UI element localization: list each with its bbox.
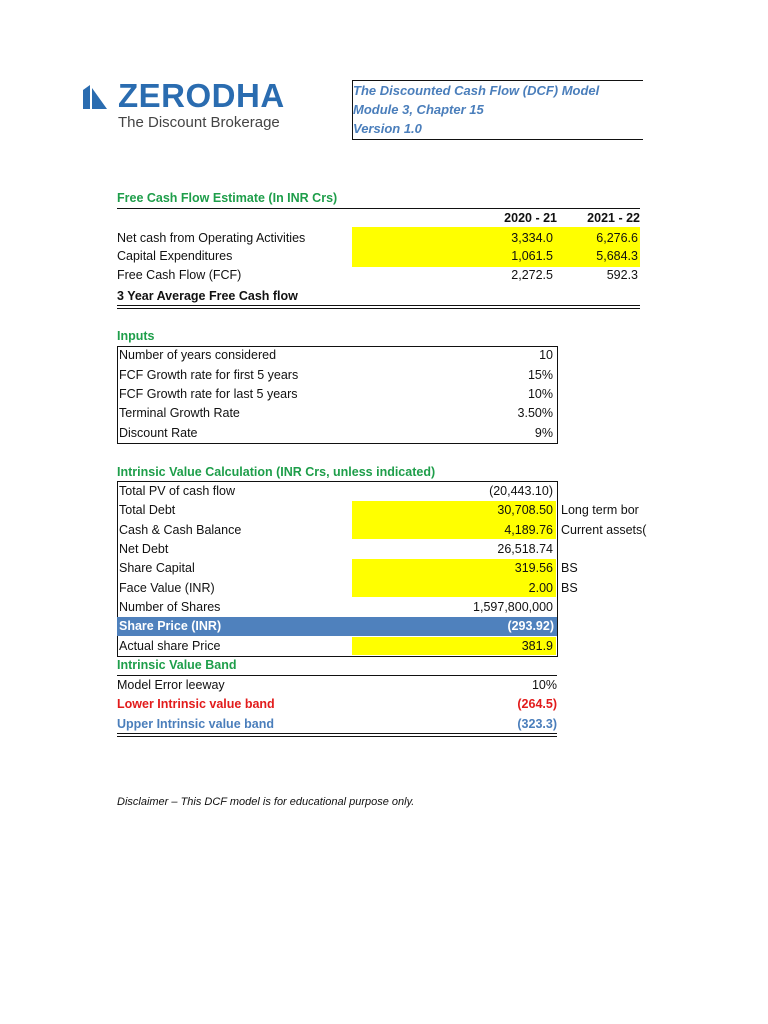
upper-band-label: Upper Intrinsic value band xyxy=(117,717,274,731)
fcf-row-label: Free Cash Flow (FCF) xyxy=(117,268,242,282)
intrinsic-note: BS xyxy=(561,561,578,575)
fcf-cell: 2,272.5 xyxy=(511,268,553,282)
intrinsic-label: Net Debt xyxy=(119,542,169,556)
input-value: 10 xyxy=(539,348,553,362)
leeway-label: Model Error leeway xyxy=(117,678,225,692)
leeway-value: 10% xyxy=(531,678,557,692)
input-label: Terminal Growth Rate xyxy=(119,406,240,420)
fcf-row-label: Capital Expenditures xyxy=(117,249,233,263)
intrinsic-note: Long term bor xyxy=(561,503,639,517)
intrinsic-label: Total Debt xyxy=(119,503,176,517)
lower-band-label: Lower Intrinsic value band xyxy=(117,697,275,711)
share-price-row xyxy=(117,617,557,636)
divider xyxy=(117,675,557,676)
input-value: 10% xyxy=(527,387,553,401)
input-value: 9% xyxy=(534,426,553,440)
intrinsic-label: Share Capital xyxy=(119,561,195,575)
intrinsic-note: BS xyxy=(561,581,578,595)
actual-price-value: 381.9 xyxy=(521,639,553,653)
fcf-section-title: Free Cash Flow Estimate (In INR Crs) xyxy=(117,191,338,205)
fcf-row-label: Net cash from Operating Activities xyxy=(117,231,306,245)
share-price-label: Share Price (INR) xyxy=(119,619,222,633)
disclaimer: Disclaimer – This DCF model is for educational purpose only. xyxy=(117,796,415,808)
intrinsic-value: 2.00 xyxy=(528,581,553,595)
input-value: 3.50% xyxy=(517,406,553,420)
fcf-col-2021: 2021 - 22 xyxy=(587,211,640,225)
zerodha-logo-icon xyxy=(82,84,108,110)
upper-band-value: (323.3) xyxy=(517,717,557,731)
input-label: Discount Rate xyxy=(119,426,198,440)
input-label: FCF Growth rate for last 5 years xyxy=(119,387,298,401)
fcf-cell: 6,276.6 xyxy=(596,231,638,245)
zerodha-logo xyxy=(82,78,322,138)
fcf-col-2020: 2020 - 21 xyxy=(504,211,557,225)
intrinsic-section-title: Intrinsic Value Calculation (INR Crs, unless indicated) xyxy=(117,465,436,479)
actual-price-label: Actual share Price xyxy=(119,639,221,653)
intrinsic-label: Face Value (INR) xyxy=(119,581,215,595)
intrinsic-value: 4,189.76 xyxy=(504,523,553,537)
fcf-cell: 3,334.0 xyxy=(511,231,553,245)
intrinsic-value: (20,443.10) xyxy=(489,484,553,498)
module-chapter: Module 3, Chapter 15 xyxy=(353,102,484,117)
divider xyxy=(117,308,640,309)
fcf-average-label: 3 Year Average Free Cash flow xyxy=(117,289,298,303)
version: Version 1.0 xyxy=(353,121,422,136)
input-label: FCF Growth rate for first 5 years xyxy=(119,368,299,382)
intrinsic-value: 1,597,800,000 xyxy=(473,600,553,614)
divider xyxy=(117,736,557,737)
brand-tagline: The Discount Brokerage xyxy=(118,114,280,131)
band-section-title: Intrinsic Value Band xyxy=(117,658,237,672)
share-price-value: (293.92) xyxy=(507,619,554,633)
divider xyxy=(117,733,557,734)
fcf-cell: 1,061.5 xyxy=(511,249,553,263)
model-title: The Discounted Cash Flow (DCF) Model xyxy=(353,83,600,98)
intrinsic-label: Cash & Cash Balance xyxy=(119,523,242,537)
intrinsic-value: 319.56 xyxy=(514,561,553,575)
inputs-section-title: Inputs xyxy=(117,329,155,343)
divider xyxy=(117,305,640,306)
brand-name: ZERODHA xyxy=(118,77,285,114)
intrinsic-value: 30,708.50 xyxy=(497,503,553,517)
intrinsic-label: Total PV of cash flow xyxy=(119,484,236,498)
fcf-cell: 592.3 xyxy=(606,268,638,282)
lower-band-value: (264.5) xyxy=(517,697,557,711)
intrinsic-value: 26,518.74 xyxy=(497,542,553,556)
input-value: 15% xyxy=(527,368,553,382)
divider xyxy=(117,208,640,209)
input-label: Number of years considered xyxy=(119,348,277,362)
model-title-box xyxy=(352,80,643,140)
intrinsic-label: Number of Shares xyxy=(119,600,221,614)
intrinsic-note: Current assets( xyxy=(561,523,647,537)
fcf-cell: 5,684.3 xyxy=(596,249,638,263)
